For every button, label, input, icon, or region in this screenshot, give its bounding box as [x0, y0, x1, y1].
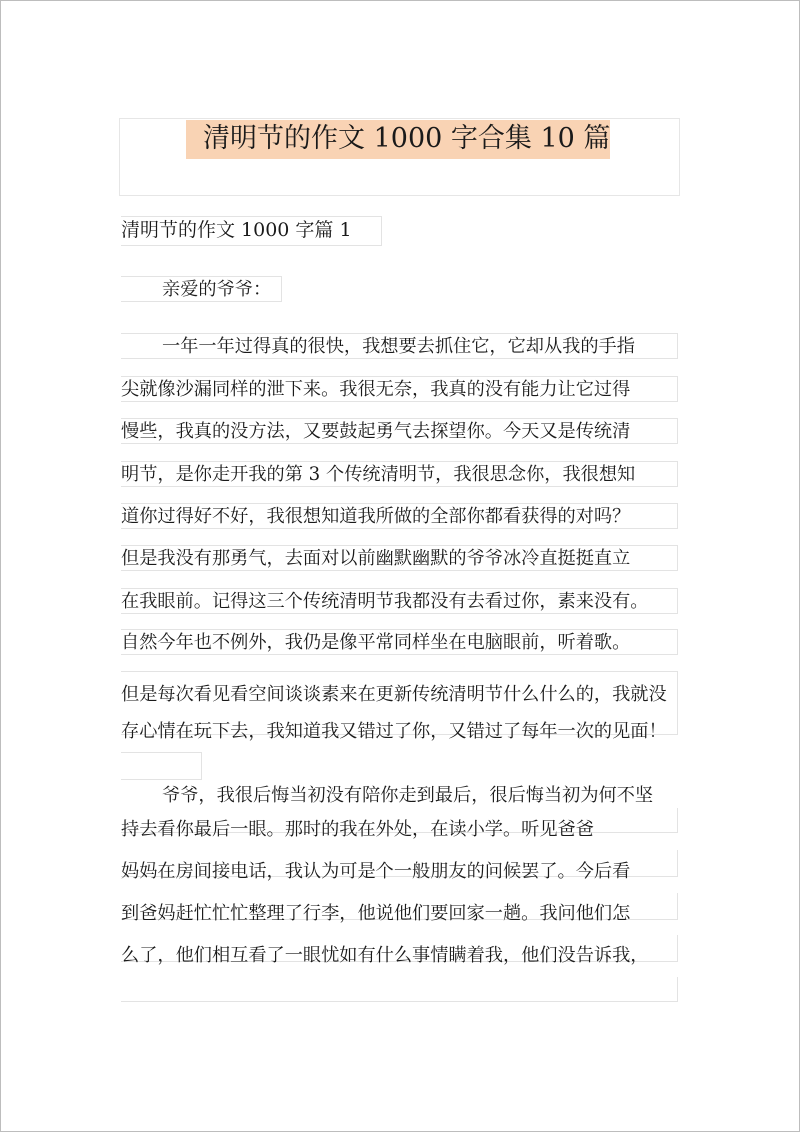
- paragraph-line: 尖就像沙漏同样的泄下来。我很无奈，我真的没有能力让它过得: [121, 379, 631, 400]
- paragraph-line: 在我眼前。记得这三个传统清明节我都没有去看过你，素来没有。: [121, 591, 649, 612]
- paragraph-line: 自然今年也不例外，我仍是像平常同样坐在电脑眼前，听着歌。: [121, 632, 631, 653]
- paragraph-line: 慢些，我真的没方法，又要鼓起勇气去探望你。今天又是传统清: [121, 421, 631, 442]
- paragraph-line: 但是每次看见看空间谈谈素来在更新传统清明节什么什么的，我就没: [121, 684, 667, 705]
- paragraph-line: 明节，是你走开我的第 3 个传统清明节，我很思念你，我很想知: [121, 464, 636, 485]
- greeting-line: 亲爱的爷爷：: [162, 279, 272, 300]
- paragraph-line: 持去看你最后一眼。那时的我在外处，在读小学。听见爸爸: [121, 819, 594, 840]
- paragraph-line: 但是我没有那勇气，去面对以前幽默幽默的爷爷冰冷直挺挺直立: [121, 548, 631, 569]
- document-title: 清明节的作文 1000 字合集 10 篇: [203, 123, 611, 154]
- paragraph-line: 妈妈在房间接电话，我认为可是个一般朋友的问候罢了。今后看: [121, 861, 631, 882]
- paragraph-line: 到爸妈赶忙忙忙整理了行李，他说他们要回家一趟。我问他们怎: [121, 903, 631, 924]
- paragraph-line: 么了，他们相互看了一眼忧如有什么事情瞒着我，他们没告诉我，: [121, 945, 649, 966]
- section-heading: 清明节的作文 1000 字篇 1: [121, 219, 352, 241]
- paragraph-line: 道你过得好不好，我很想知道我所做的全部你都看获得的对吗？: [121, 506, 631, 527]
- paragraph-line: 爷爷，我很后悔当初没有陪你走到最后，很后悔当初为何不坚: [162, 785, 654, 806]
- paragraph-line: 存心情在玩下去，我知道我又错过了你，又错过了每年一次的见面！: [121, 721, 667, 742]
- line-frame: [121, 977, 678, 1002]
- empty-cell-frame: [121, 752, 202, 780]
- paragraph-line: 一年一年过得真的很快，我想要去抓住它，它却从我的手指: [162, 336, 635, 357]
